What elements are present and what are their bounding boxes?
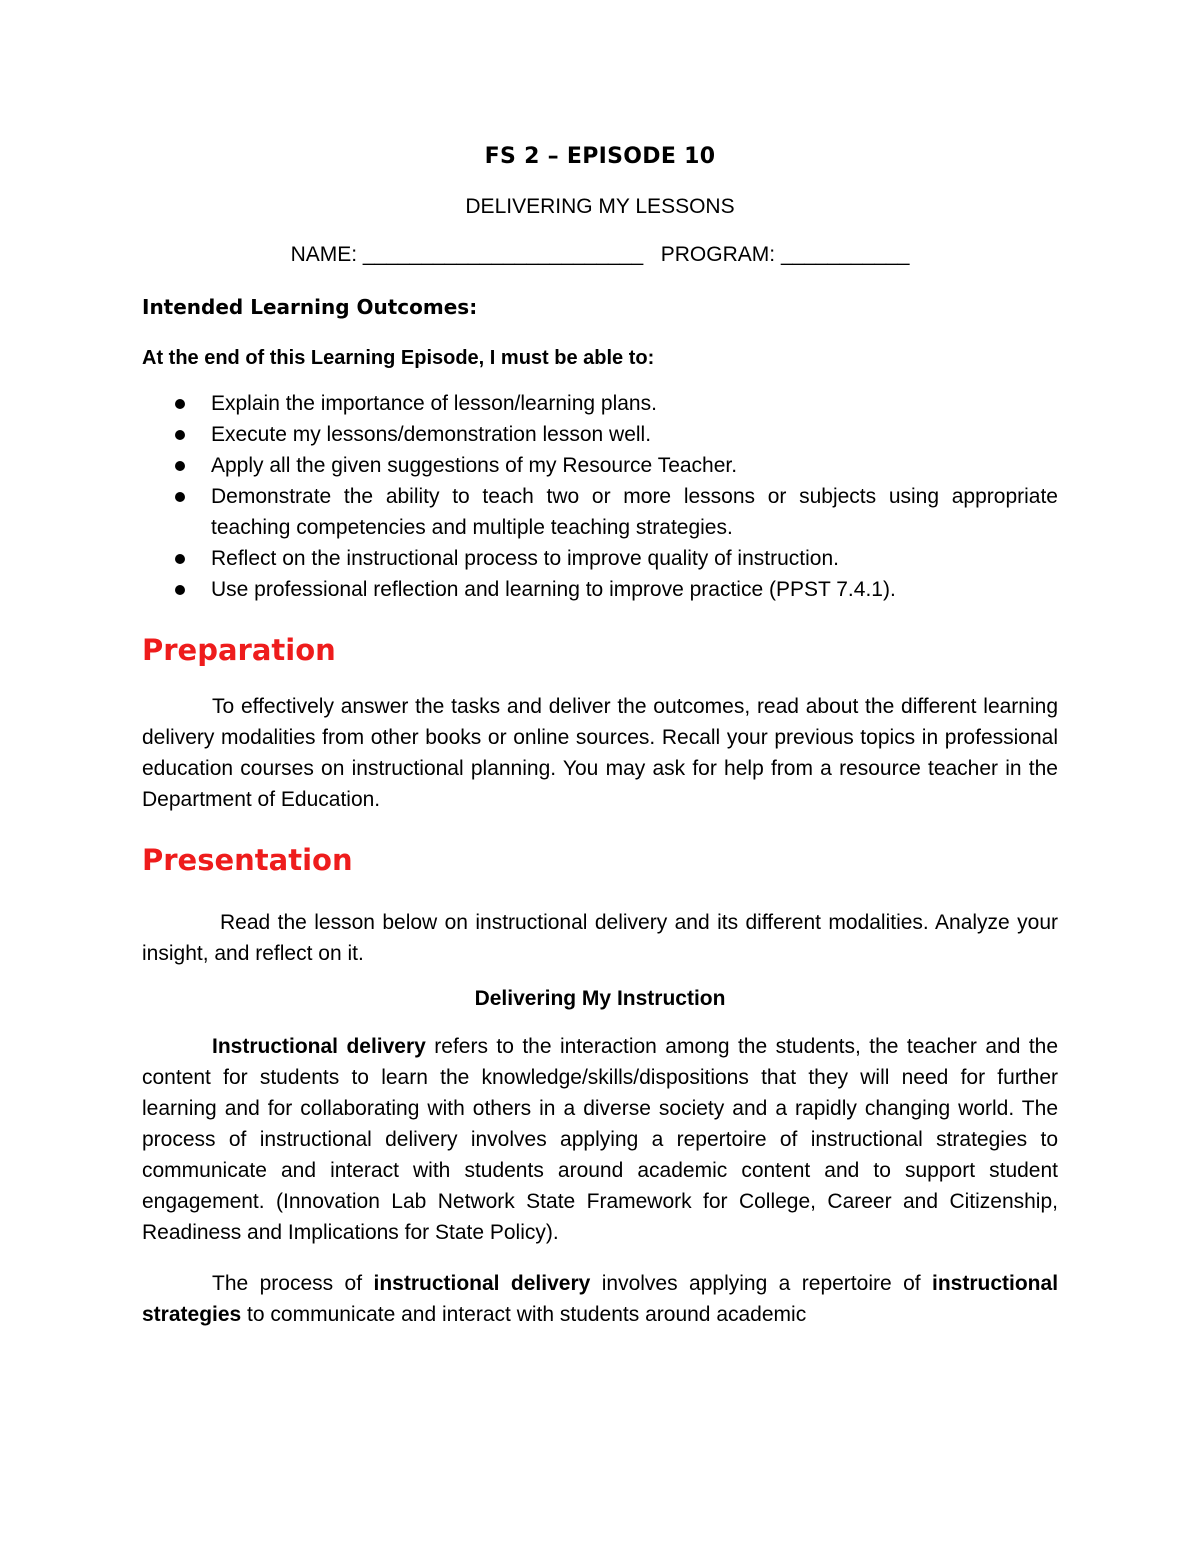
- bullet-icon: [175, 492, 185, 502]
- paragraph-text: to communicate and interact with students around academic: [241, 1303, 807, 1326]
- outcome-text: Demonstrate the ability to teach two or more lessons or subjects using appropriate teaching competencies and multiple teaching strategies.: [211, 485, 1058, 539]
- name-label: NAME:: [290, 243, 358, 266]
- bold-term: Instructional delivery: [212, 1035, 426, 1058]
- bullet-icon: [175, 430, 185, 440]
- outcomes-heading: Intended Learning Outcomes:: [142, 295, 478, 319]
- name-blank: ________________________: [362, 243, 644, 266]
- name-program-line: [142, 243, 1058, 267]
- bold-term: instructional strategies: [142, 1272, 1059, 1326]
- bullet-icon: [175, 585, 185, 595]
- outcome-text: Execute my lessons/demonstration lesson well.: [211, 423, 652, 446]
- document-subtitle: DELIVERING MY LESSONS: [465, 195, 735, 218]
- outcome-text: Apply all the given suggestions of my Resource Teacher.: [211, 454, 738, 477]
- lesson-subheading: Delivering My Instruction: [474, 987, 726, 1010]
- instructional-delivery-paragraph: [142, 1031, 1058, 1248]
- presentation-text: Read the lesson below on instructional delivery and its different modalities. Analyze your insight, and reflect on it.: [142, 911, 1058, 965]
- outcome-text: Explain the importance of lesson/learning plans.: [211, 392, 657, 415]
- list-item: [142, 388, 1058, 419]
- list-item: [142, 481, 1058, 543]
- list-item: [142, 543, 1058, 574]
- list-item: [142, 574, 1058, 605]
- paragraph-text: refers to the interaction among the students, the teacher and the content for students to learn the knowledge/skills/dispositions that they will need for further learning and for collaborating with others in a diverse society and a rapidly changing world. The process of instructional delivery involves applying a repertoire of instructional strategies to communicate and interact with students around academic content and to support student engagement. (Innovation Lab Network State Framework for College, Career and Citizenship, Readiness and Implications for State Policy).: [142, 1035, 1059, 1244]
- program-blank: ___________: [780, 243, 910, 266]
- paragraph-text: involves applying a repertoire of: [590, 1272, 933, 1295]
- preparation-heading: Preparation: [142, 633, 336, 667]
- list-item: [142, 450, 1058, 481]
- bullet-icon: [175, 554, 185, 564]
- preparation-paragraph: To effectively answer the tasks and deliver the outcomes, read about the different learning delivery modalities from other books or online sources. Recall your previous topics in professional education courses on instructional planning. You may ask for help from a resource teacher in the Department of Education.: [142, 695, 1058, 811]
- paragraph-text: The process of: [212, 1272, 374, 1295]
- process-paragraph: [142, 1268, 1058, 1330]
- outcome-text: Reflect on the instructional process to improve quality of instruction.: [211, 547, 839, 570]
- bullet-icon: [175, 461, 185, 471]
- program-label: PROGRAM:: [660, 243, 776, 266]
- document-page: [142, 130, 1058, 1330]
- outcomes-list: [142, 388, 1058, 605]
- bullet-icon: [175, 399, 185, 409]
- presentation-paragraph: [142, 907, 1058, 969]
- presentation-heading: Presentation: [142, 843, 353, 877]
- bold-term: instructional delivery: [373, 1272, 591, 1295]
- outcomes-intro: At the end of this Learning Episode, I must be able to:: [142, 347, 655, 369]
- document-title: FS 2 – EPISODE 10: [484, 144, 716, 169]
- outcome-text: Use professional reflection and learning to improve practice (PPST 7.4.1).: [211, 578, 896, 601]
- list-item: [142, 419, 1058, 450]
